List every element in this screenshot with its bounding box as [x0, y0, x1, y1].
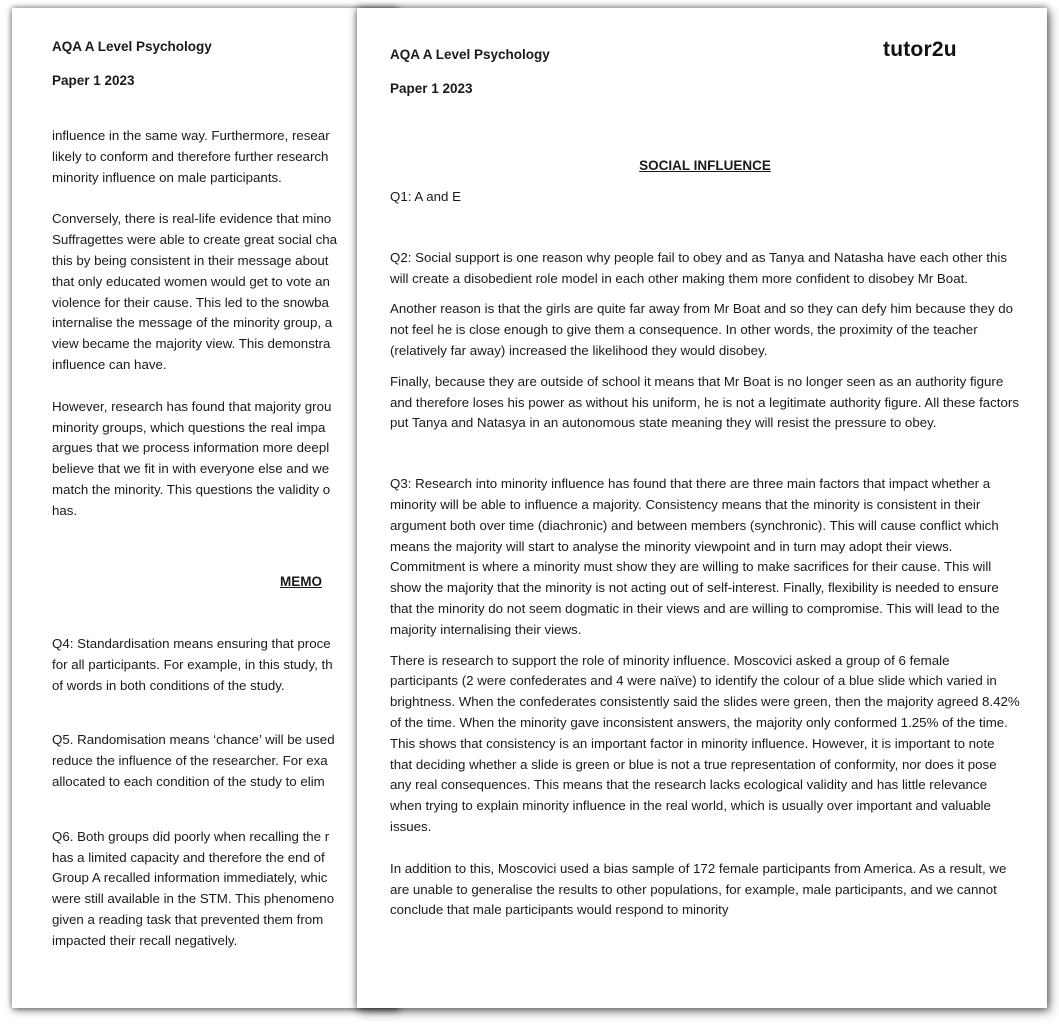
- text-line: given a reading task that prevented them from: [52, 911, 324, 927]
- front-page: [357, 8, 1047, 1008]
- text-line: match the minority. This questions the validity o: [52, 481, 331, 497]
- text-line: Conversely, there is real-life evidence that mino: [52, 211, 332, 227]
- back-q4: [52, 634, 398, 696]
- text-line: believe that we fit in with everyone else and we: [52, 461, 330, 477]
- text-line: minority groups, which questions the real impa: [52, 419, 326, 435]
- back-page-subject: AQA A Level Psychology: [52, 39, 212, 54]
- text-line: violence for their cause. This led to the snowba: [52, 294, 329, 310]
- text-line: for all participants. For example, in this study, th: [52, 656, 333, 672]
- back-section-title: MEMO: [280, 574, 322, 589]
- text-line: impacted their recall negatively.: [52, 932, 238, 948]
- text-line: Suffragettes were able to create great social cha: [52, 232, 338, 248]
- text-line: minority influence on male participants.: [52, 169, 282, 185]
- q2-para-2: Another reason is that the girls are quite far away from Mr Boat and so they can defy him because they do not feel he is close enough to give them a consequence. In other words, the proximity of the teacher (relatively far away) increased the likelihood they would disobey.: [390, 301, 1014, 358]
- front-section-title: SOCIAL INFLUENCE: [639, 158, 771, 173]
- text-line: of words in both conditions of the study.: [52, 677, 285, 693]
- text-line: were still available in the STM. This phenomeno: [52, 891, 335, 907]
- text-line: Q6. Both groups did poorly when recalling the r: [52, 828, 330, 844]
- text-line: influence can have.: [52, 356, 167, 372]
- text-line: has.: [52, 502, 78, 518]
- text-line: that only educated women would get to vote an: [52, 273, 330, 289]
- text-line: Q4: Standardisation means ensuring that proce: [52, 636, 331, 651]
- back-page: [12, 8, 398, 1008]
- q3-para-2: There is research to support the role of minority influence. Moscovici asked a group of 6 female participants (2 were confederates and 4 were naïve) to identify the colour of a blue slide which varied in brightness. When the confederates consistently said the slides were green, then the majority agreed 8.42% of the time. When the minority gave inconsistent answers, the majority only conformed 1.25% of the time. This shows that consistency is an important factor in minority influence. However, it is important to note that deciding whether a slide is green or blue is not a true representation of conformity, nor does it pose any real consequences. This means that the research lacks ecological validity and has little relevance when trying to explain minority influence in the real world, which is usually over important and valuable issues.: [390, 652, 1020, 834]
- text-line: likely to conform and therefore further research: [52, 148, 329, 164]
- q3-para-1: Q3: Research into minority influence has found that there are three main factors that impact whether a minority will be able to influence a majority. Consistency means that the minority is consistent in their argument both over time (diachronic) and between members (synchronic). This will cause conflict which means the majority will start to analyse the minority viewpoint and in turn may adopt their views. Commitment is where a minority must show they are willing to make sacrifices for their cause. This will show the majority that the minority is not acting out of self-interest. Finally, flexibility is needed to ensure that the minority do not seem dogmatic in their views and are willing to compromise. This will lead to the majority internalising their views.: [390, 476, 1000, 637]
- text-line: view became the majority view. This demonstra: [52, 336, 331, 352]
- q3-para-3: In addition to this, Moscovici used a bias sample of 172 female participants from America. As a result, we are unable to generalise the results to other populations, for example, male participants, and we cannot conclude that male participants would respond to minority: [390, 860, 1007, 918]
- q2-para-3: Finally, because they are outside of school it means that Mr Boat is no longer seen as an authority figure and therefore loses his power as without his uniform, he is not a legitimate authority figure. All these factors put Tanya and Natasya in an autonomous state meaning they will resist the pressure to obey.: [390, 373, 1019, 431]
- back-page-body: [52, 126, 398, 522]
- text-line: Group A recalled information immediately, whic: [52, 870, 328, 886]
- front-page-paper: Paper 1 2023: [390, 81, 473, 96]
- text-line: allocated to each condition of the study to elim: [52, 773, 325, 789]
- text-line: reduce the influence of the researcher. For exa: [52, 753, 328, 769]
- back-page-memory-body: [52, 634, 398, 952]
- q1-answer: Q1: A and E: [390, 189, 461, 204]
- text-line: internalise the message of the minority group, a: [52, 315, 333, 331]
- text-line: argues that we process information more deepl: [52, 440, 330, 456]
- text-line: Q5. Randomisation means ‘chance’ will be used: [52, 732, 335, 748]
- back-q6: [52, 827, 398, 952]
- back-para-2: [52, 209, 398, 375]
- front-page-subject: AQA A Level Psychology: [390, 47, 550, 62]
- text-line: has a limited capacity and therefore the end of: [52, 849, 325, 865]
- front-page-body: [390, 158, 1020, 921]
- text-line: influence in the same way. Furthermore, resear: [52, 128, 330, 143]
- q2-para-1: Q2: Social support is one reason why people fail to obey and as Tanya and Natasha have each other this will create a disobedient role model in each other making them more confident to disobey Mr Boat.: [390, 249, 1007, 286]
- tutor2u-logo: tutor2u: [883, 38, 957, 61]
- back-q5: [52, 730, 398, 792]
- text-line: this by being consistent in their message about: [52, 252, 329, 268]
- back-page-paper: Paper 1 2023: [52, 73, 135, 88]
- text-line: However, research has found that majority grou: [52, 398, 332, 414]
- back-para-1: [52, 126, 398, 188]
- back-para-3: [52, 397, 398, 522]
